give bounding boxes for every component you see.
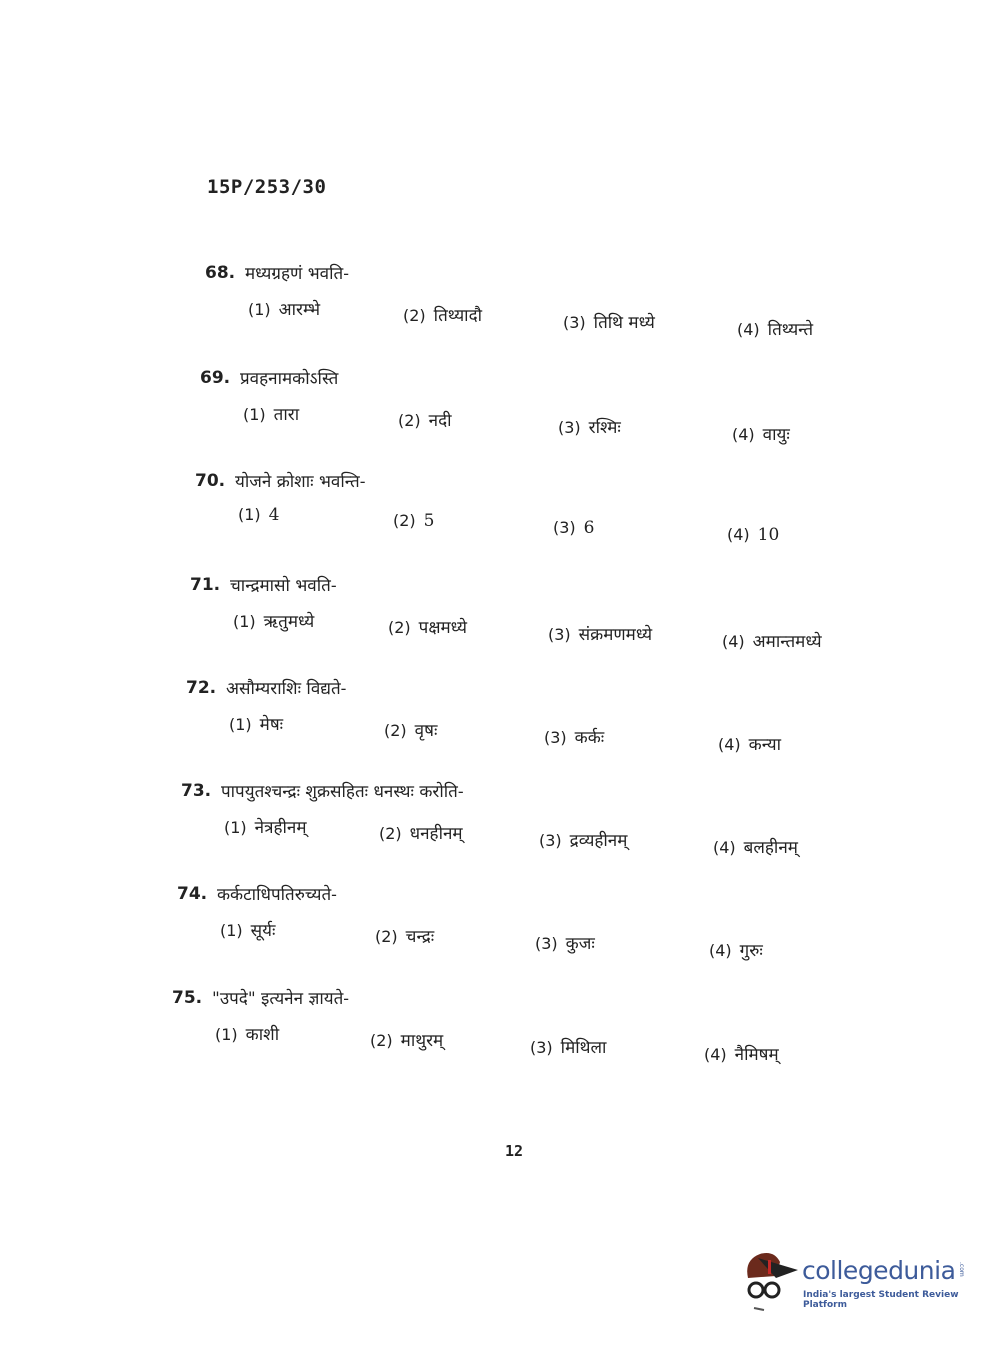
question-number: 68. — [205, 263, 236, 283]
option-text: नेत्रहीनम् — [254, 818, 307, 838]
question-text: पापयुतश्चन्द्रः शुक्रसहितः धनस्थः करोति- — [221, 782, 464, 802]
option-number: (4) — [713, 838, 736, 857]
option-4 — [718, 732, 781, 755]
collegedunia-logo — [740, 1248, 970, 1320]
option-number: (4) — [709, 941, 732, 960]
option-3 — [539, 828, 627, 851]
option-3 — [558, 415, 621, 438]
option-3 — [535, 931, 595, 954]
option-4 — [727, 525, 779, 545]
question-75 — [172, 988, 872, 1078]
option-number: (2) — [388, 618, 411, 637]
mascot-icon — [740, 1248, 800, 1318]
question-69 — [200, 368, 900, 458]
option-4 — [732, 422, 790, 445]
option-text: माथुरम् — [400, 1031, 444, 1051]
option-text: धनहीनम् — [409, 824, 463, 844]
option-number: (2) — [370, 1031, 393, 1050]
option-text: 6 — [583, 518, 595, 538]
logo-brand: collegedunia — [802, 1256, 956, 1285]
option-text: कुजः — [565, 934, 595, 954]
option-text: तिथ्यादौ — [433, 306, 483, 326]
option-number: (2) — [384, 721, 407, 740]
option-1 — [224, 815, 307, 838]
option-3 — [544, 725, 604, 748]
option-text: तारा — [273, 405, 300, 425]
option-number: (1) — [215, 1025, 238, 1044]
option-number: (2) — [379, 824, 402, 843]
question-74 — [177, 884, 877, 974]
option-2 — [398, 408, 452, 431]
question-70 — [195, 471, 895, 561]
option-text: मेषः — [259, 715, 284, 735]
question-72 — [186, 678, 886, 768]
option-1 — [233, 609, 314, 632]
option-number: (3) — [563, 313, 586, 332]
question-text: मध्यग्रहणं भवति- — [245, 264, 349, 284]
question-number: 71. — [190, 575, 221, 595]
option-number: (1) — [243, 405, 266, 424]
option-text: 4 — [268, 505, 280, 525]
option-number: (4) — [704, 1045, 727, 1064]
option-text: कन्या — [748, 735, 782, 755]
question-number: 75. — [172, 988, 203, 1008]
option-2 — [393, 511, 435, 531]
option-number: (1) — [224, 818, 247, 837]
question-text: कर्कटाधिपतिरुच्यते- — [217, 885, 337, 905]
option-2 — [370, 1028, 443, 1051]
question-number: 70. — [195, 471, 226, 491]
option-4 — [713, 835, 798, 858]
option-number: (4) — [732, 425, 755, 444]
option-3 — [548, 622, 652, 645]
option-number: (1) — [220, 921, 243, 940]
option-text: 5 — [423, 511, 435, 531]
option-text: कर्कः — [574, 728, 605, 748]
option-4 — [722, 629, 822, 652]
option-2 — [379, 821, 463, 844]
question-68 — [205, 263, 905, 353]
option-text: गुरुः — [739, 941, 763, 961]
option-text: 10 — [757, 525, 780, 545]
option-2 — [388, 615, 467, 638]
option-number: (3) — [544, 728, 567, 747]
option-2 — [403, 303, 482, 326]
option-number: (4) — [718, 735, 741, 754]
option-1 — [243, 402, 299, 425]
option-number: (3) — [558, 418, 581, 437]
option-text: वायुः — [762, 425, 790, 445]
option-1 — [220, 918, 275, 941]
option-number: (1) — [238, 505, 261, 524]
option-text: मिथिला — [560, 1038, 607, 1058]
option-text: द्रव्यहीनम् — [569, 831, 628, 851]
option-3 — [563, 310, 655, 333]
option-text: बलहीनम् — [743, 838, 798, 858]
paper-code: 15P/253/30 — [207, 176, 327, 198]
option-3 — [530, 1035, 606, 1058]
question-text: असौम्यराशिः विद्यते- — [226, 679, 347, 699]
question-number: 74. — [177, 884, 208, 904]
option-text: ऋतुमध्ये — [263, 612, 315, 632]
option-number: (2) — [393, 511, 416, 530]
question-number: 72. — [186, 678, 217, 698]
option-number: (3) — [548, 625, 571, 644]
question-number: 73. — [181, 781, 212, 801]
option-text: चन्द्रः — [405, 927, 435, 947]
option-4 — [704, 1042, 779, 1065]
option-text: काशी — [245, 1025, 280, 1045]
option-number: (3) — [539, 831, 562, 850]
option-number: (2) — [403, 306, 426, 325]
option-text: रश्मिः — [588, 418, 621, 438]
option-number: (2) — [375, 927, 398, 946]
question-text: "उपदे" इत्यनेन ज्ञायते- — [212, 989, 350, 1009]
option-1 — [238, 505, 280, 525]
option-text: नदी — [428, 411, 452, 431]
option-text: तिथ्यन्ते — [767, 320, 814, 340]
question-text: योजने क्रोशाः भवन्ति- — [235, 472, 366, 492]
option-text: संक्रमणमध्ये — [578, 625, 653, 645]
option-number: (4) — [727, 525, 750, 544]
option-4 — [737, 317, 813, 340]
option-1 — [229, 712, 283, 735]
option-number: (3) — [530, 1038, 553, 1057]
option-3 — [553, 518, 595, 538]
logo-tagline: India's largest Student Review Platform — [803, 1290, 959, 1310]
option-4 — [709, 938, 763, 961]
option-number: (2) — [398, 411, 421, 430]
option-1 — [215, 1022, 279, 1045]
option-text: तिथि मध्ये — [593, 313, 655, 333]
option-number: (1) — [233, 612, 256, 631]
option-number: (1) — [248, 300, 271, 319]
option-1 — [248, 297, 320, 320]
option-number: (1) — [229, 715, 252, 734]
option-2 — [384, 718, 437, 741]
question-text: चान्द्रमासो भवति- — [230, 576, 337, 596]
option-2 — [375, 924, 434, 947]
question-number: 69. — [200, 368, 231, 388]
question-text: प्रवहनामकोऽस्ति — [240, 369, 339, 389]
option-number: (3) — [553, 518, 576, 537]
question-71 — [190, 575, 890, 665]
option-text: आरम्भे — [278, 300, 321, 320]
option-number: (4) — [737, 320, 760, 339]
option-number: (3) — [535, 934, 558, 953]
option-number: (4) — [722, 632, 745, 651]
logo-domain: .com — [958, 1262, 965, 1277]
option-text: पक्षमध्ये — [418, 618, 467, 638]
option-text: अमान्तमध्ये — [752, 632, 822, 652]
page-number: 12 — [505, 1142, 524, 1160]
option-text: वृषः — [414, 721, 438, 741]
option-text: सूर्यः — [250, 921, 276, 941]
question-73 — [181, 781, 881, 871]
option-text: नैमिषम् — [734, 1045, 779, 1065]
